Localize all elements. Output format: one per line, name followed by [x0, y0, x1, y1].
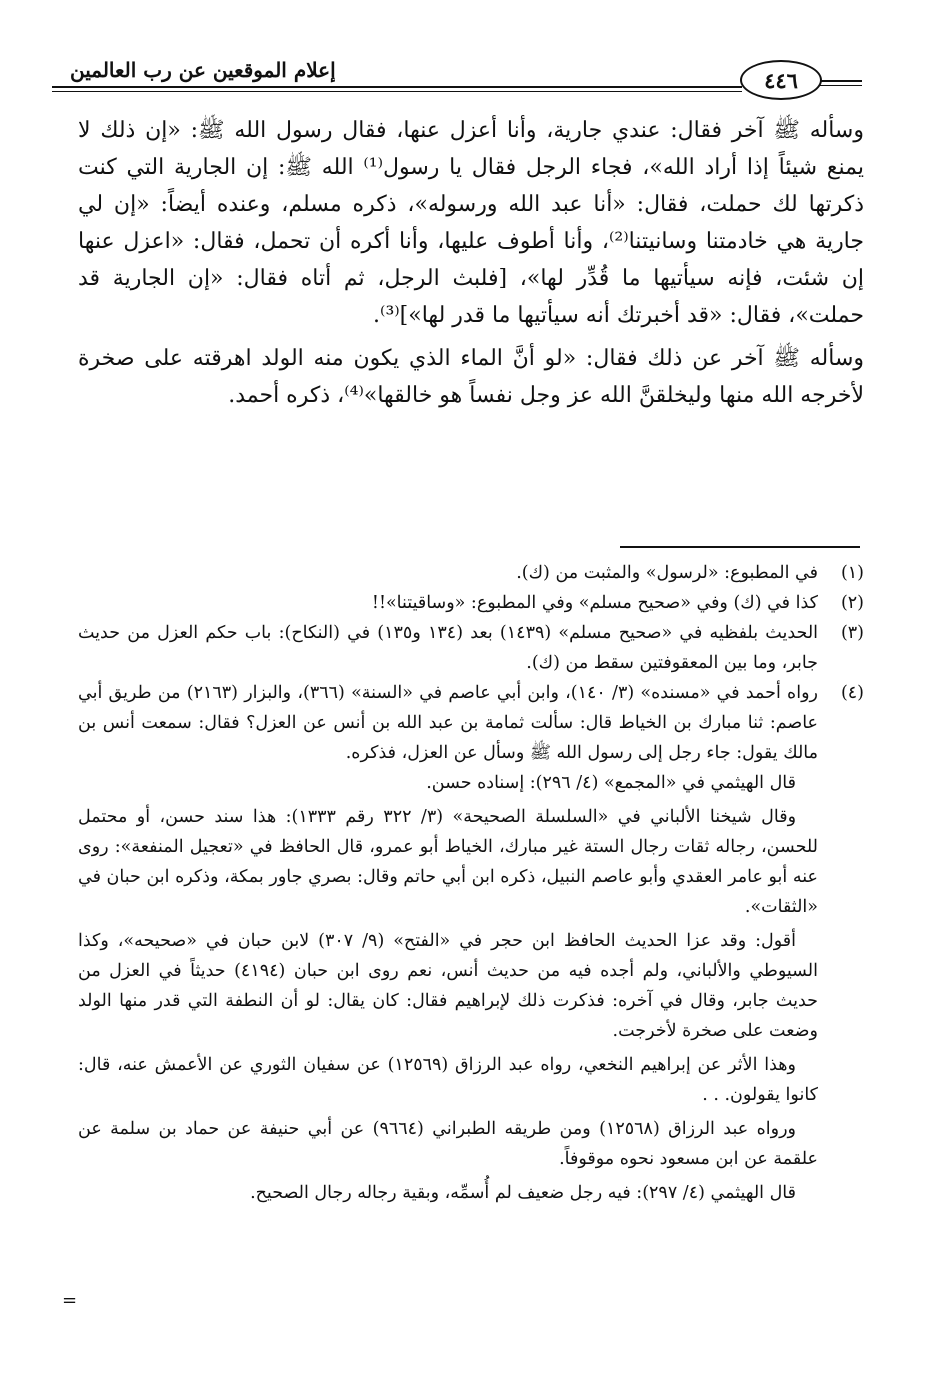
- footnotes: [78, 558, 864, 1208]
- main-text: [78, 112, 864, 420]
- main-paragraph-2: وسأله ﷺ آخر عن ذلك فقال: «لو أنَّ الماء الذي يكون منه الولد اهرقته على صخرة لأخرجه الله منها وليخلقنَّ الله عز وجل نفساً هو خالقها»⁽⁴⁾، ذكره أحمد.: [78, 346, 864, 408]
- footnote-number: (٤): [840, 683, 864, 703]
- footnote-body: [78, 678, 818, 1208]
- footnote-body: [78, 588, 818, 618]
- running-header-title: إعلام الموقعين عن رب العالمين: [70, 58, 336, 82]
- footnote-3: [78, 618, 864, 678]
- footnote-text: أقول: وقد عزا الحديث الحافظ ابن حجر في «الفتح» (٩/ ٣٠٧) لابن حبان في «صحيحه»، وكذا السيوطي والألباني، ولم أجده فيه من حديث أنس، نعم روى ابن حبان (٤١٩٤) حديثاً في العزل من حديث جابر، وقال في آخره: فذكرت ذلك لإبراهيم فقال: كان يقال: لو أن النطفة التي قدر منها الولد وضعت على صخرة لأخرجت.: [78, 931, 818, 1041]
- footnote-text: قال الهيثمي (٤/ ٢٩٧): فيه رجل ضعيف لم أُسمِّه، وبقية رجاله رجال الصحيح.: [250, 1183, 796, 1203]
- footnote-separator: [620, 546, 860, 548]
- footnote-2: [78, 588, 864, 618]
- footnote-text: كذا في (ك) وفي «صحيح مسلم» وفي المطبوع: «وساقيتنا»!!: [371, 593, 818, 613]
- header-rule-thin: [52, 91, 742, 92]
- footnote-body: [78, 618, 818, 678]
- footnote-body: [78, 558, 818, 588]
- header-rule-right: [820, 80, 862, 82]
- footnote-text: الحديث بلفظيه في «صحيح مسلم» (١٤٣٩) بعد (١٣٤ و١٣٥) في (النكاح): باب حكم العزل من حديث جابر، وما بين المعقوفتين سقط من (ك).: [78, 623, 819, 673]
- footnote-text: رواه أحمد في «مسنده» (٣/ ١٤٠)، وابن أبي عاصم في «السنة» (٣٦٦)، والبزار (٢١٦٣) من طريق أبي عاصم: ثنا مبارك بن الخياط قال: سألت ثمامة بن عبد الله بن أنس عن العزل؟ فقال: سمعت أنس بن مالك يقول: جاء رجل إلى رسول الله ﷺ وسأل عن العزل، فذكره.: [78, 683, 818, 763]
- footnote-text: في المطبوع: «لرسول» والمثبت من (ك).: [516, 563, 818, 583]
- header-rule-right-thin: [820, 85, 862, 86]
- main-paragraph-1: وسأله ﷺ آخر فقال: عندي جارية، وأنا أعزل عنها، فقال رسول الله ﷺ: «إن ذلك لا يمنع شيئاً إذا أراد الله»، فجاء الرجل فقال يا رسول⁽¹⁾ الله ﷺ: إن الجارية التي كنت ذكرتها لك حملت، فقال: «أنا عبد الله ورسوله»، ذكره مسلم، وعنده أيضاً: «إن لي جارية هي خادمتنا وسانيتنا⁽²⁾، وأنا أطوف عليها، وأنا أكره أن تحمل، فقال: «اعزل عنها إن شئت، فإنه سيأتيها ما قُدِّر لها»، [فلبث الرجل، ثم أتاه فقال: «إن الجارية قد حملت»، فقال: «قد أخبرتك أنه سيأتيها ما قدر لها»]⁽³⁾.: [78, 118, 864, 328]
- page-number-badge: ٤٤٦: [740, 60, 822, 100]
- footnote-number: (٢): [840, 593, 864, 613]
- footnote-text: قال الهيثمي في «المجمع» (٤/ ٢٩٦): إسناده حسن.: [426, 773, 796, 793]
- footnote-number: (١): [840, 563, 864, 583]
- footnote-text: ورواه عبد الرزاق (١٢٥٦٨) ومن طريقه الطبراني (٩٦٦٤) عن أبي حنيفة عن حماد بن سلمة عن علقمة عن ابن مسعود نحوه موقوفاً.: [78, 1119, 818, 1169]
- footnote-1: [78, 558, 864, 588]
- footnote-number: (٣): [840, 623, 864, 643]
- continuation-mark: =: [62, 1290, 78, 1311]
- footnote-text: وقال شيخنا الألباني في «السلسلة الصحيحة» (٣/ ٣٢٢ رقم ١٣٣٣): هذا سند حسن، أو محتمل للحسن، رجاله ثقات رجال الستة غير مبارك، الخياط أبو عمرو، قال الحافظ في «تعجيل المنفعة»: روى عنه أبو عامر العقدي وأبو عاصم النبيل، ذكره ابن أبي حاتم وقال: بصري جاور بمكة، وذكره ابن حبان في «الثقات».: [78, 807, 818, 917]
- header-rule: [52, 86, 742, 88]
- footnote-text: وهذا الأثر عن إبراهيم النخعي، رواه عبد الرزاق (١٢٥٦٩) عن سفيان الثوري عن الأعمش عنه، قال: كانوا يقولون. . .: [78, 1055, 818, 1105]
- footnote-4: [78, 678, 864, 1208]
